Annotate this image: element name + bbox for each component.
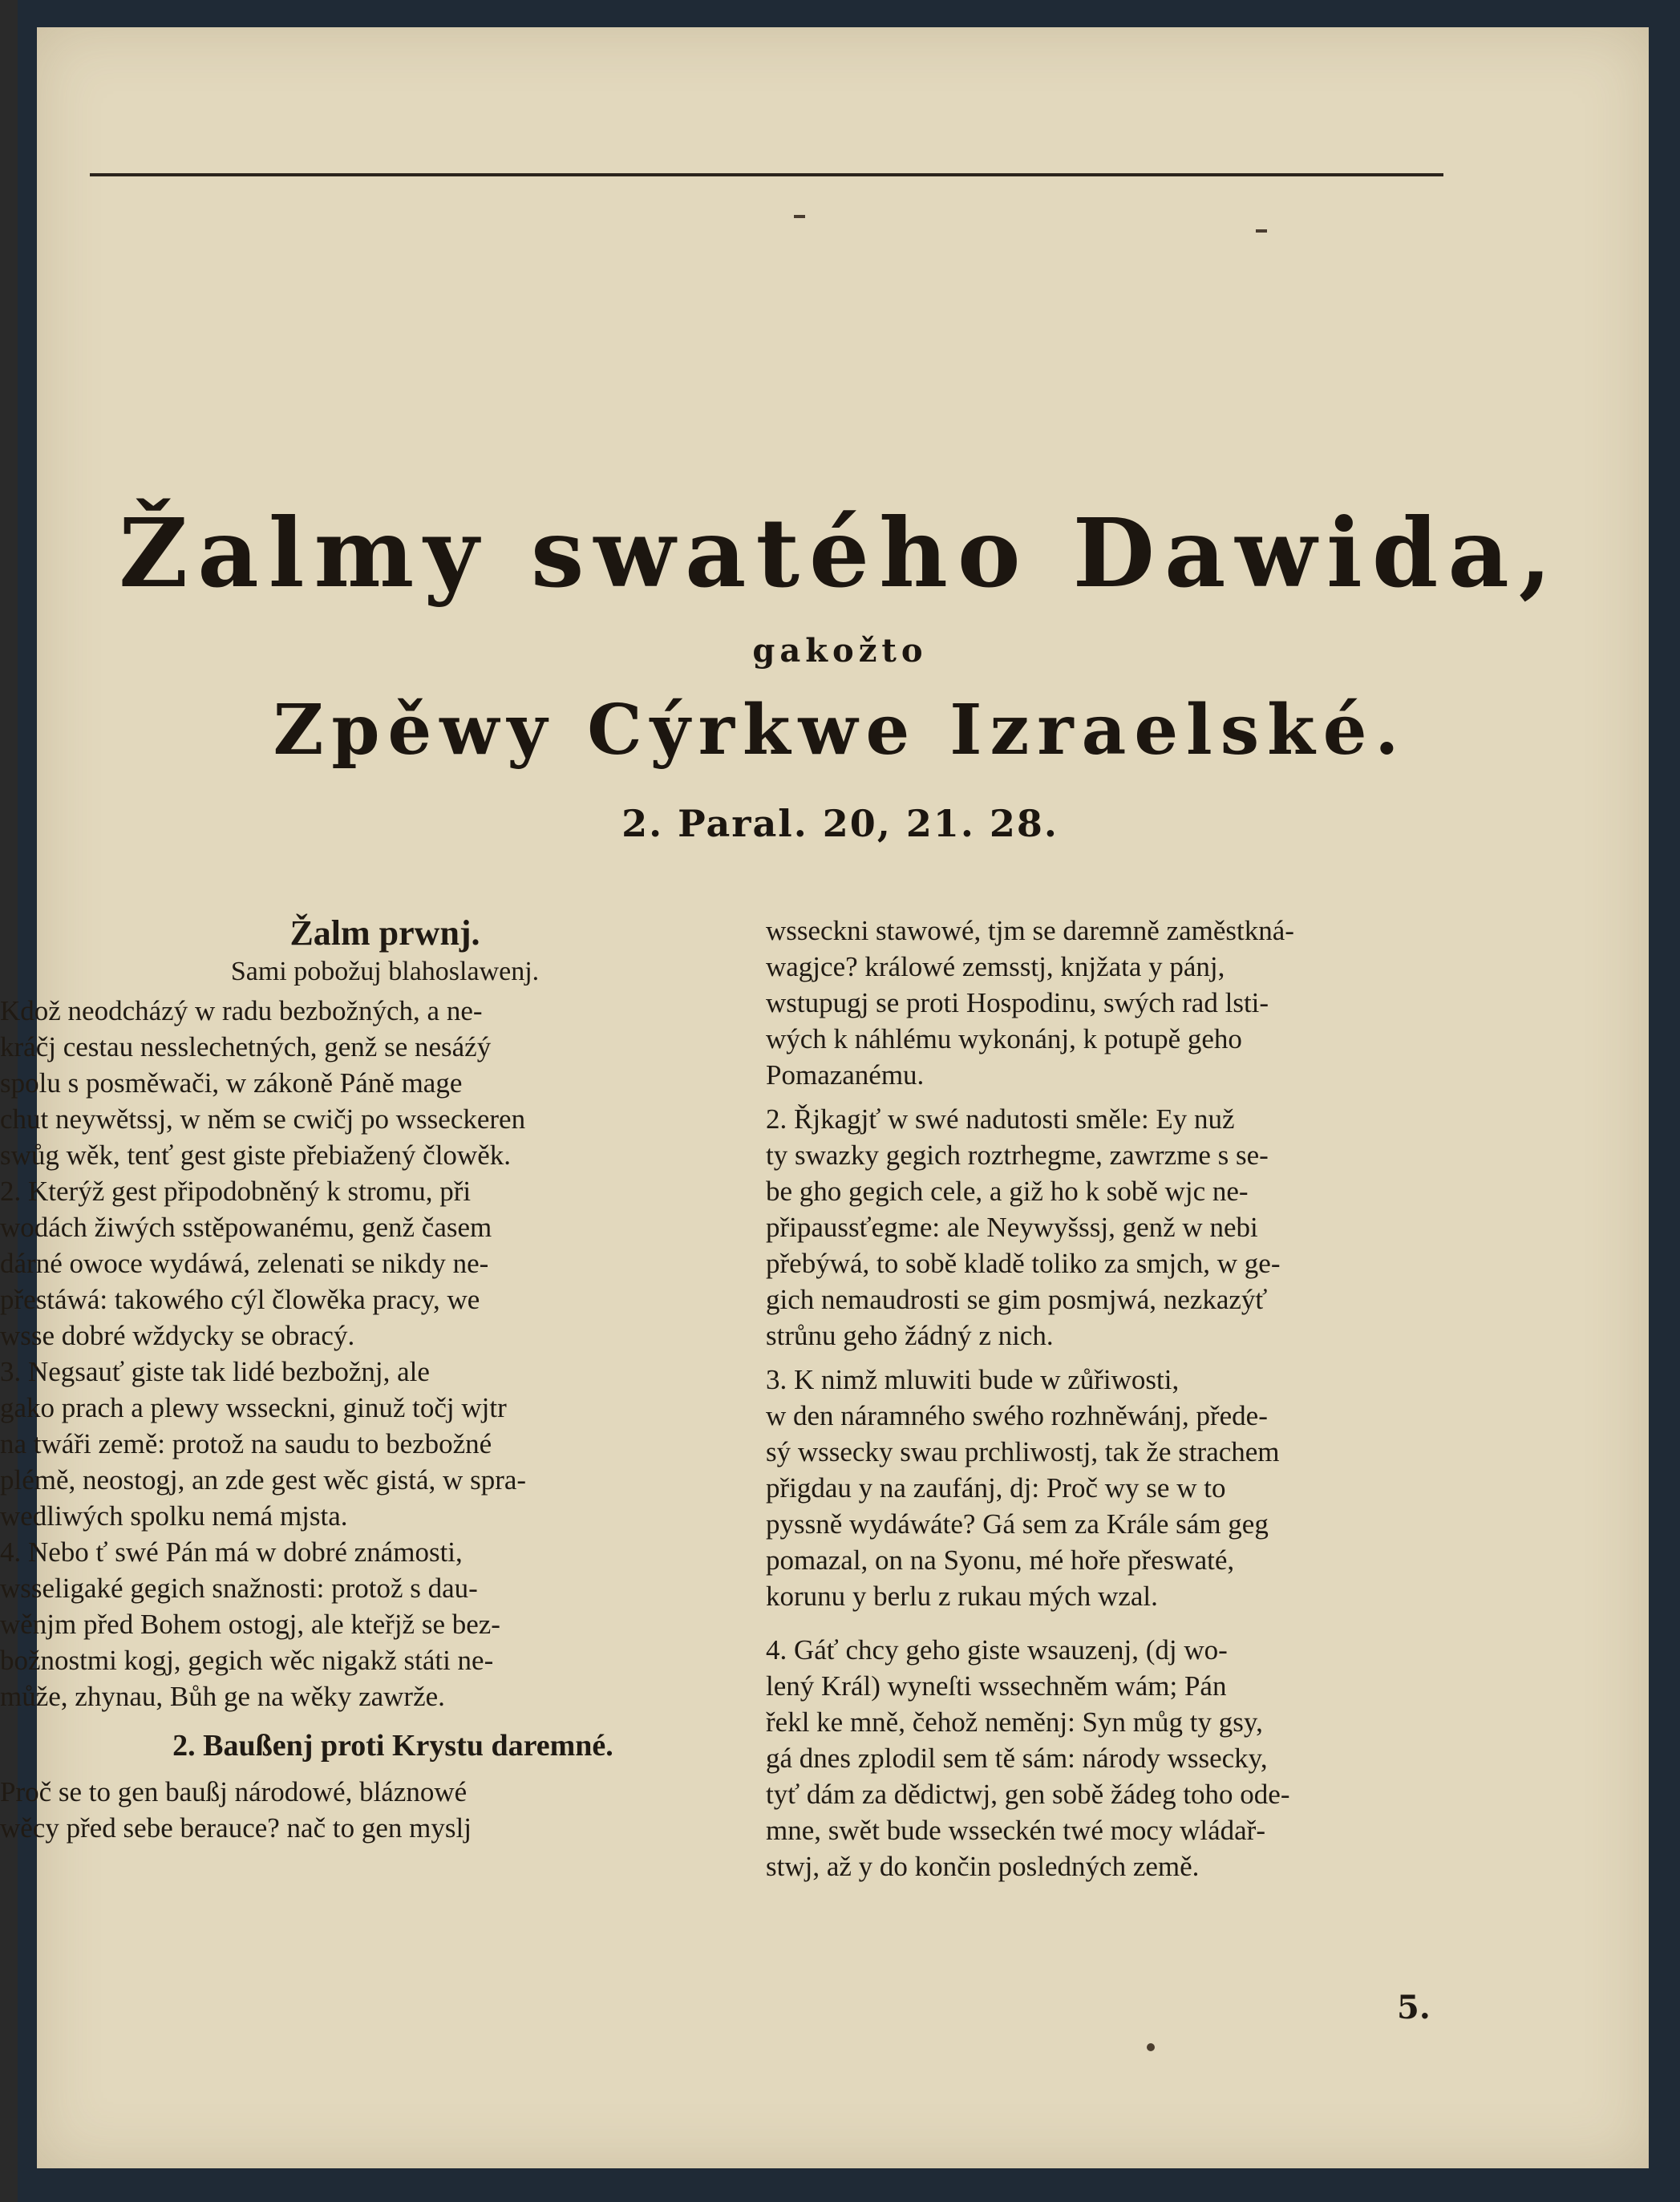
text-line: gich nemaudrosti se gim posmjwá, nezkazýť bbox=[766, 1284, 1268, 1315]
right-column bbox=[766, 913, 1488, 1884]
text-line: wagjce? králowé zemsstj, knjžata y pánj, bbox=[766, 951, 1225, 982]
psalm2-verse1-cont bbox=[766, 913, 1488, 1093]
text-line: Kdož neodcházý w radu bezbožných, a ne- bbox=[0, 995, 483, 1026]
text-line: 3. Negsauť giste tak lidé bezbožnj, ale bbox=[0, 1356, 430, 1387]
text-line: sý wssecky swau prchliwostj, tak že strachem bbox=[766, 1436, 1280, 1467]
text-line: přestáwá: takowého cýl člowěka pracy, we bbox=[0, 1284, 480, 1315]
text-line: kráčj cestau nesslechetných, genž se nesáźý bbox=[0, 1031, 492, 1063]
text-line: strůnu geho žádný z nich. bbox=[766, 1320, 1054, 1351]
psalm1-verse4 bbox=[0, 1534, 722, 1714]
text-line: mne, swět bude wsseckén twé mocy wládař- bbox=[766, 1815, 1265, 1846]
text-line: wodách žiwých sstěpowanému, genž časem bbox=[0, 1212, 492, 1243]
text-line: wsseckni stawowé, tjm se daremně zaměstkná- bbox=[766, 915, 1294, 946]
text-line: plémě, neostogj, an zde gest wěc gistá, w spra- bbox=[0, 1464, 527, 1496]
text-line: přigdau y na zaufánj, dj: Proč wy se w to bbox=[766, 1472, 1226, 1504]
text-line: wstupugj se proti Hospodinu, swých rad lsti- bbox=[766, 987, 1269, 1018]
text-line: 2. Řjkagjť w swé nadutosti směle: Ey nuž bbox=[766, 1103, 1235, 1135]
ink-spot bbox=[1147, 2043, 1155, 2051]
psalm2-verse3 bbox=[766, 1362, 1488, 1614]
text-line: w den náramného swého rozhněwánj, přede- bbox=[766, 1400, 1268, 1431]
text-line: na twáři země: protož na saudu to bezbožné bbox=[0, 1428, 492, 1459]
ink-mark bbox=[1256, 229, 1267, 233]
text-line: božnostmi kogj, gegich wěc nigakž státi ne- bbox=[0, 1645, 494, 1676]
text-line: 3. K nimž mluwiti bude w zůřiwosti, bbox=[766, 1364, 1180, 1395]
text-line: swůg wěk, tenť gest giste přebiažený člowěk. bbox=[0, 1139, 511, 1171]
ink-mark bbox=[794, 215, 805, 218]
title-connector: gakožto bbox=[752, 632, 928, 670]
left-column bbox=[0, 913, 722, 1846]
psalm1-subheading: Sami pobožuj blahoslawenj. bbox=[230, 957, 540, 986]
text-line: Pomazanému. bbox=[766, 1059, 925, 1091]
psalm2-heading: 2. Baußenj proti Krystu daremné. bbox=[172, 1729, 613, 1763]
psalm2-verse2 bbox=[766, 1101, 1488, 1354]
text-line: korunu y berlu z rukau mých wzal. bbox=[766, 1581, 1158, 1612]
text-line: be gho gegich cele, a giž ho k sobě wjc ne- bbox=[766, 1176, 1249, 1207]
text-line: wedliwých spolku nemá mjsta. bbox=[0, 1500, 348, 1532]
header-rule bbox=[90, 173, 1443, 176]
psalm2-verse1-start bbox=[0, 1774, 722, 1846]
psalm1-heading: Žalm prwnj. bbox=[289, 913, 480, 953]
text-line: řekl ke mně, čehož neměnj: Syn můg ty gsy, bbox=[766, 1706, 1263, 1738]
text-line: gá dnes zplodil sem tě sám: národy wssecky, bbox=[766, 1743, 1268, 1774]
text-line: gako prach a plewy wsseckni, ginuž točj wjtr bbox=[0, 1392, 507, 1423]
text-line: stwj, až y do končin posledných země. bbox=[766, 1851, 1200, 1882]
text-line: chut neywětssj, w něm se cwičj po wsseckeren bbox=[0, 1103, 526, 1135]
text-line: pomazal, on na Syonu, mé hoře přeswaté, bbox=[766, 1544, 1235, 1576]
psalm1-verse2 bbox=[0, 1173, 722, 1354]
page-subtitle: Zpěwy Cýrkwe Izraelské. bbox=[273, 690, 1407, 771]
text-line: tyť dám za dědictwj, gen sobě žádeg toho ode- bbox=[766, 1779, 1290, 1810]
text-line: 4. Gáť chcy geho giste wsauzenj, (dj wo- bbox=[766, 1634, 1228, 1666]
scripture-reference: 2. Paral. 20, 21. 28. bbox=[621, 802, 1059, 845]
text-line: wých k náhlému wykonánj, k potupě geho bbox=[766, 1023, 1242, 1054]
text-line: dárné owoce wydáwá, zelenati se nikdy ne- bbox=[0, 1248, 489, 1279]
text-line: 4. Nebo ť swé Pán má w dobré známosti, bbox=[0, 1536, 463, 1568]
text-line: 2. Kterýž gest připodobněný k stromu, při bbox=[0, 1176, 472, 1207]
text-line: wsse dobré wždycky se obracý. bbox=[0, 1320, 355, 1351]
text-line: Proč se to gen baußj národowé, bláznowé bbox=[0, 1776, 468, 1807]
text-line: pyssně wydáwáte? Gá sem za Krále sám geg bbox=[766, 1508, 1269, 1540]
text-line: wěnjm před Bohem ostogj, ale kteřjž se bez- bbox=[0, 1609, 500, 1640]
text-line: wěcy před sebe berauce? nač to gen myslj bbox=[0, 1812, 472, 1844]
page-title: Žalmy swatého Dawida, bbox=[119, 497, 1561, 609]
text-line: přebýwá, to sobě kladě toliko za smjch, w ge- bbox=[766, 1248, 1281, 1279]
text-line: může, zhynau, Bůh ge na wěky zawrže. bbox=[0, 1681, 445, 1712]
psalm1-verse3 bbox=[0, 1354, 722, 1534]
text-line: ty swazky gegich roztrhegme, zawrzme s se- bbox=[766, 1139, 1269, 1171]
text-line: wsseligaké gegich snažnosti: protož s dau- bbox=[0, 1573, 478, 1604]
page-number: 5. bbox=[1397, 1989, 1431, 2026]
psalm1-verse1 bbox=[0, 993, 722, 1173]
text-line: spolu s posměwači, w zákoně Páně mage bbox=[0, 1067, 463, 1099]
psalm2-verse4 bbox=[766, 1632, 1488, 1884]
text-line: lený Král) wyneſti wssechněm wám; Pán bbox=[766, 1670, 1227, 1702]
text-line: připaussťegme: ale Neywyšssj, genž w nebi bbox=[766, 1212, 1258, 1243]
